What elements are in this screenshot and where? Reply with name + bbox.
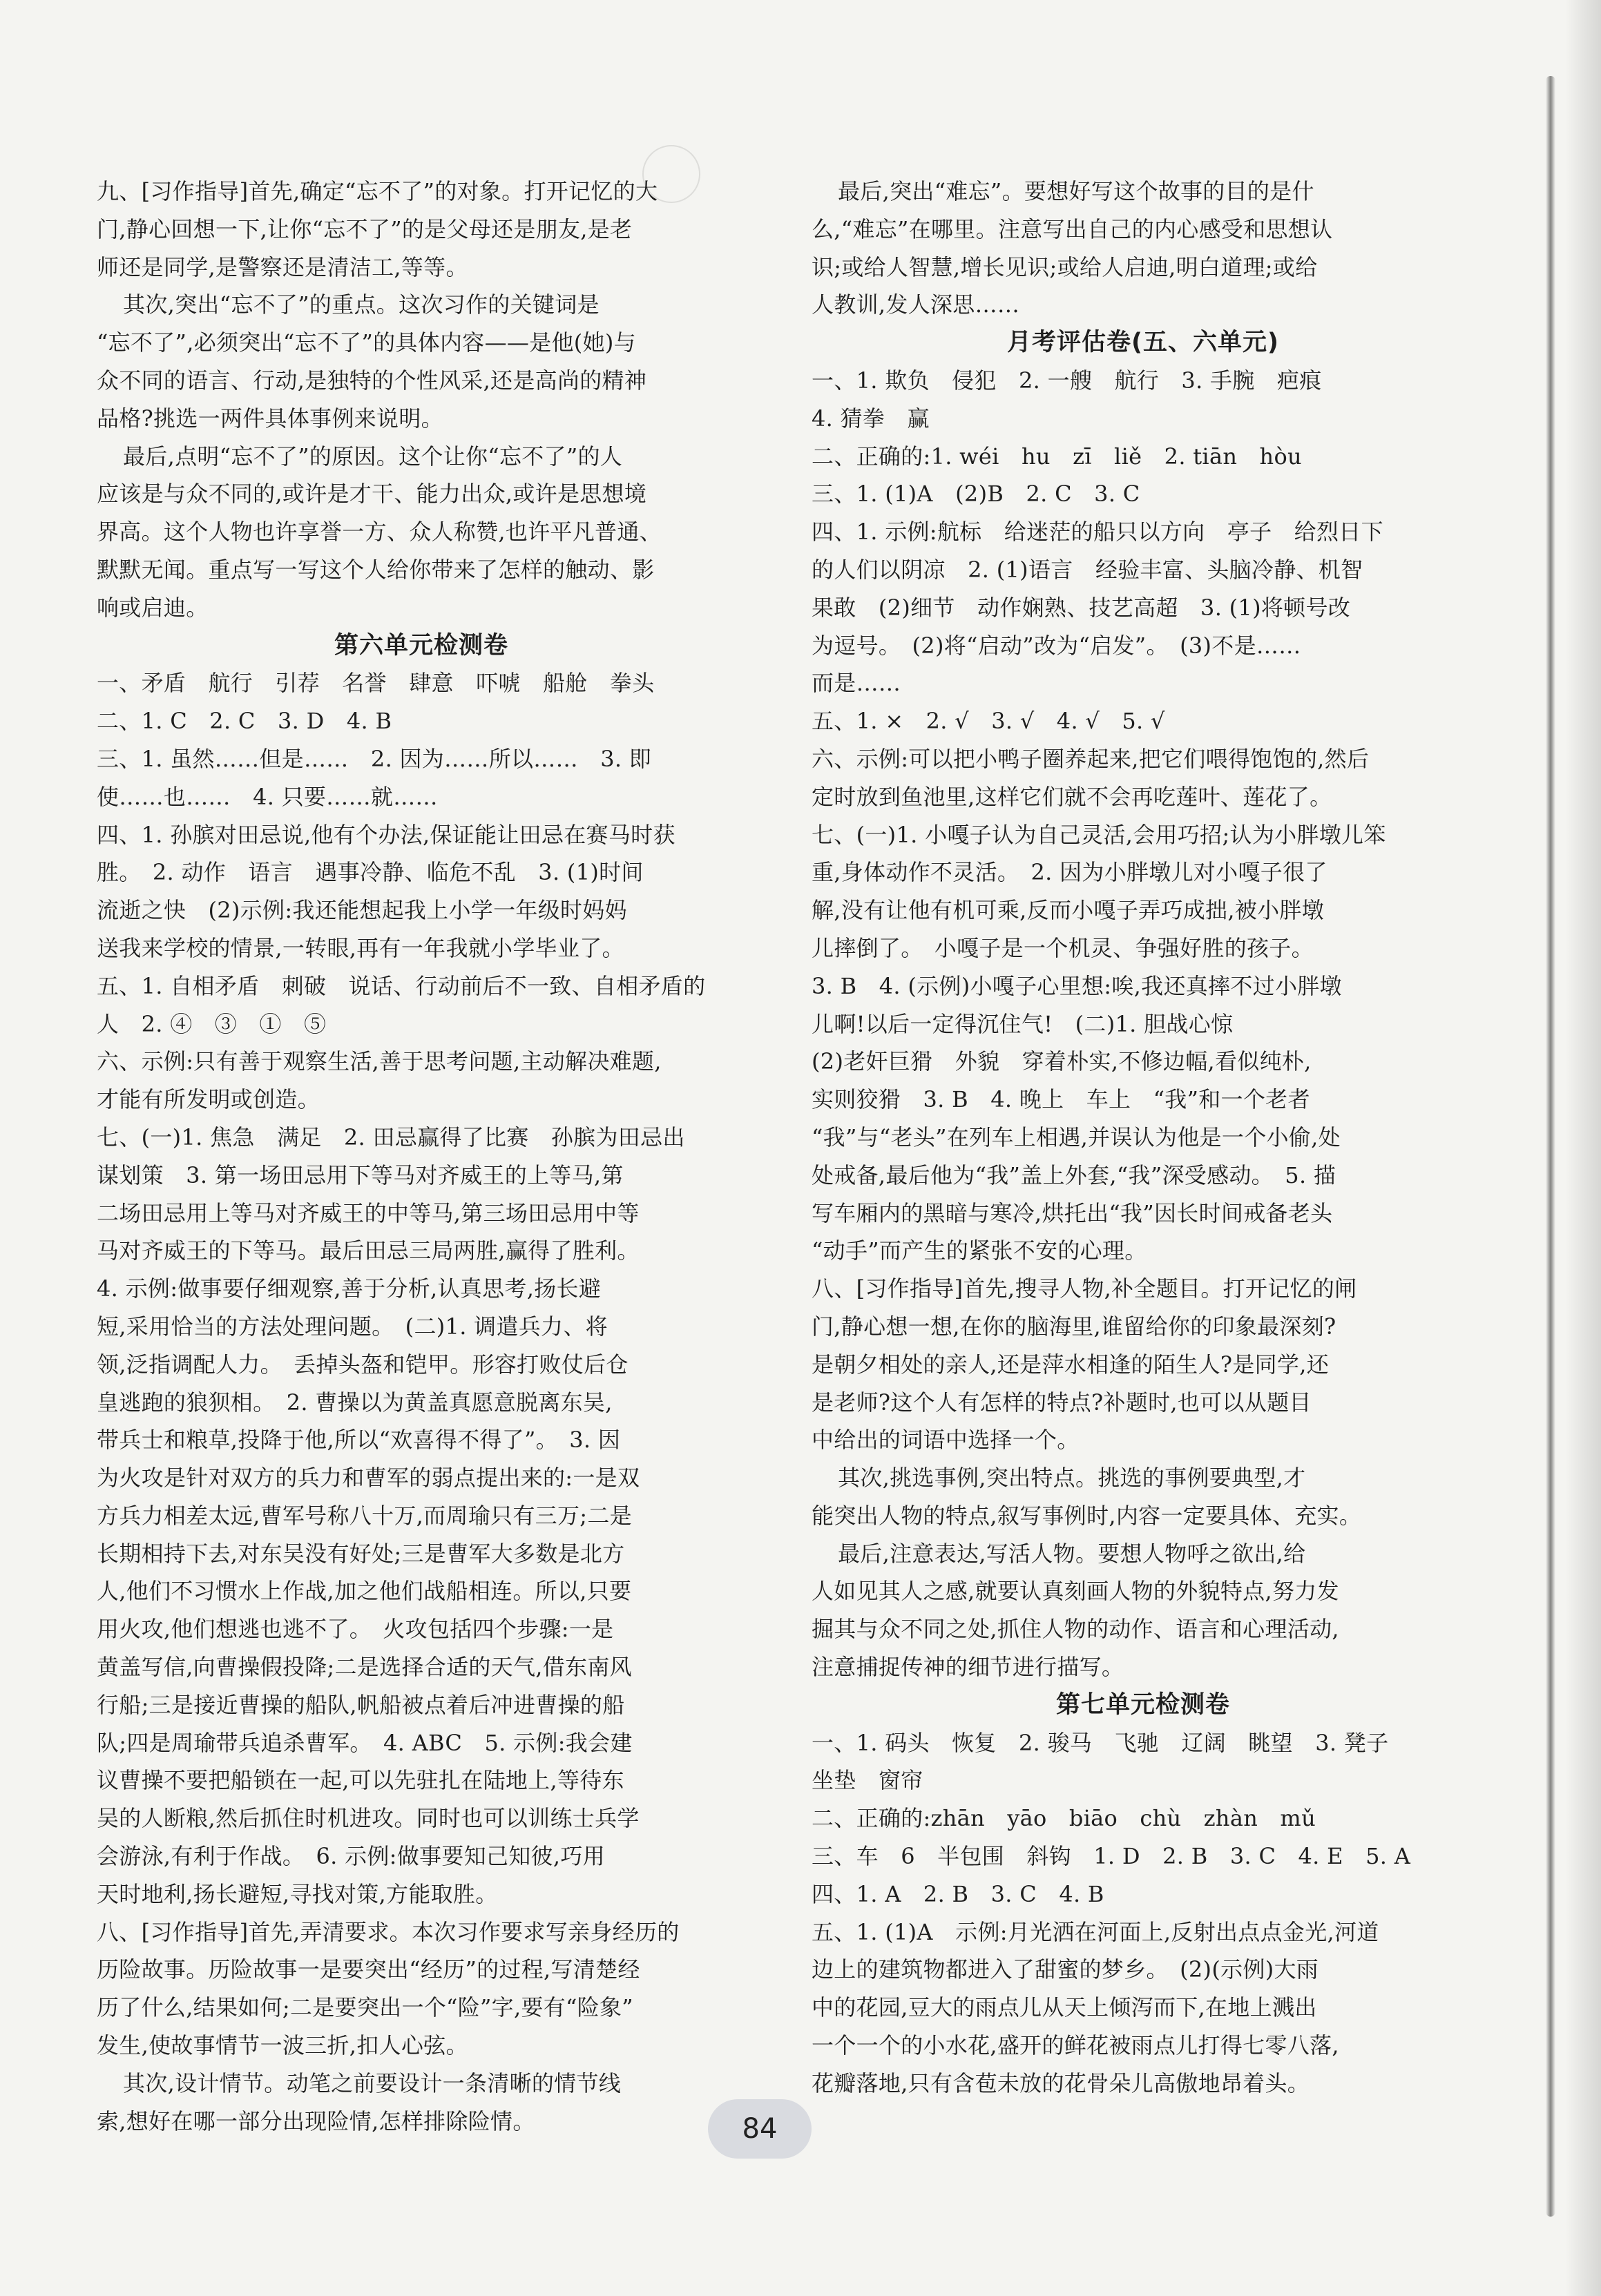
text-line: 二、正确的:zhān yāo biāo chù zhàn mǔ [812, 1805, 1316, 1832]
text-line: 六、示例:可以把小鸭子圈养起来,把它们喂得饱饱的,然后 [812, 745, 1370, 772]
text-line: 吴的人断粮,然后抓住时机进攻。同时也可以训练士兵学 [97, 1805, 640, 1832]
text-line: 3. B 4. (示例)小嘎子心里想:唉,我还真摔不过小胖墩 [812, 972, 1342, 999]
text-line: 四、1. A 2. B 3. C 4. B [812, 1880, 1104, 1907]
text-line: 马对齐威王的下等马。最后田忌三局两胜,赢得了胜利。 [97, 1237, 640, 1264]
text-line: 用火攻,他们想逃也逃不了。 火攻包括四个步骤:一是 [97, 1616, 614, 1643]
text-line: 能突出人物的特点,叙写事例时,内容一定要具体、充实。 [812, 1502, 1362, 1529]
text-line: 二场田忌用上等马对齐威王的中等马,第三场田忌用中等 [97, 1199, 640, 1226]
text-line: 最后,注意表达,写活人物。要想人物呼之欲出,给 [838, 1540, 1306, 1567]
text-line: 写车厢内的黑暗与寒冷,烘托出“我”因长时间戒备老头 [812, 1199, 1333, 1226]
text-line: 人教训,发人深思…… [812, 291, 1020, 318]
text-line: 七、(一)1. 小嘎子认为自己灵活,会用巧招;认为小胖墩儿笨 [812, 821, 1386, 848]
text-line: 边上的建筑物都进入了甜蜜的梦乡。 (2)(示例)大雨 [812, 1956, 1319, 1983]
text-line: 中给出的词语中选择一个。 [812, 1427, 1080, 1454]
text-line: 长期相持下去,对东吴没有好处;三是曹军大多数是北方 [97, 1540, 625, 1567]
text-line: 行船;三是接近曹操的船队,帆船被点着后冲进曹操的船 [97, 1691, 625, 1718]
text-line: 一、矛盾 航行 引荐 名誉 肆意 吓唬 船舱 拳头 [97, 670, 655, 697]
text-line: 坐垫 窗帘 [812, 1767, 923, 1794]
text-line: 历了什么,结果如何;二是要突出一个“险”字,要有“险象” [97, 1994, 633, 2021]
text-line: 其次,突出“忘不了”的重点。这次习作的关键词是 [123, 291, 600, 318]
text-line: 众不同的语言、行动,是独特的个性风采,还是高尚的精神 [97, 367, 647, 394]
text-line: 七、(一)1. 焦急 满足 2. 田忌赢得了比赛 孙膑为田忌出 [97, 1123, 685, 1150]
right-column [812, 173, 1475, 2103]
text-line: 使……也…… 4. 只要……就…… [97, 783, 438, 810]
text-line: 二、1. C 2. C 3. D 4. B [97, 708, 392, 735]
text-line: 历险故事。历险故事一是要突出“经历”的过程,写清楚经 [97, 1956, 640, 1983]
page-binding-shadow [1546, 76, 1555, 2217]
text-line: 送我来学校的情景,一转眼,再有一年我就小学毕业了。 [97, 934, 624, 961]
text-line: 人 2. ④ ③ ① ⑤ [97, 1010, 327, 1037]
text-line: 门,静心想一想,在你的脑海里,谁留给你的印象最深刻? [812, 1313, 1336, 1340]
text-line: “忘不了”,必须突出“忘不了”的具体内容——是他(她)与 [97, 329, 636, 356]
text-line: 会游泳,有利于作战。 6. 示例:做事要知己知彼,巧用 [97, 1843, 605, 1870]
text-line: 三、1. (1)A (2)B 2. C 3. C [812, 481, 1140, 508]
text-line: 最后,突出“难忘”。要想好写这个故事的目的是什 [838, 178, 1314, 204]
text-line: 一个一个的小水花,盛开的鲜花被雨点儿打得七零八落, [812, 2032, 1339, 2059]
text-line: 儿摔倒了。 小嘎子是一个机灵、争强好胜的孩子。 [812, 934, 1314, 961]
text-line: 儿啊!以后一定得沉住气! (二)1. 胆战心惊 [812, 1010, 1234, 1037]
text-line: 人,他们不习惯水上作战,加之他们战船相连。所以,只要 [97, 1578, 632, 1605]
text-line: 4. 猜拳 赢 [812, 405, 930, 432]
text-line: 是朝夕相处的亲人,还是萍水相逢的陌生人?是同学,还 [812, 1351, 1330, 1378]
text-line: 处戒备,最后他为“我”盖上外套,“我”深受感动。 5. 描 [812, 1161, 1336, 1188]
text-line: 一、1. 欺负 侵犯 2. 一艘 航行 3. 手腕 疤痕 [812, 367, 1322, 394]
text-line: 的人们以阴凉 2. (1)语言 经验丰富、头脑冷静、机智 [812, 556, 1363, 583]
text-line: (2)老奸巨猾 外貌 穿着朴实,不修边幅,看似纯朴, [812, 1048, 1312, 1075]
page-binding-edge [1565, 0, 1601, 2296]
text-line: 议曹操不要把船锁在一起,可以先驻扎在陆地上,等待东 [97, 1767, 624, 1794]
text-line: 为火攻是针对双方的兵力和曹军的弱点提出来的:一是双 [97, 1465, 640, 1492]
text-line: 解,没有让他有机可乘,反而小嘎子弄巧成拙,被小胖墩 [812, 897, 1325, 924]
text-line: 掘其与众不同之处,抓住人物的动作、语言和心理活动, [812, 1616, 1339, 1643]
text-line: 定时放到鱼池里,这样它们就不会再吃莲叶、莲花了。 [812, 783, 1332, 810]
text-line: 品格?挑选一两件具体事例来说明。 [97, 405, 443, 432]
text-line: 响或启迪。 [97, 594, 209, 621]
text-line: 应该是与众不同的,或许是才干、能力出众,或许是思想境 [97, 481, 647, 508]
text-line: 注意捕捉传神的细节进行描写。 [812, 1654, 1124, 1681]
text-line: 三、1. 虽然……但是…… 2. 因为……所以…… 3. 即 [97, 745, 652, 772]
text-line: 领,泛指调配人力。 丢掉头盔和铠甲。形容打败仗后仓 [97, 1351, 629, 1378]
text-line: 四、1. 示例:航标 给迷茫的船只以方向 亭子 给烈日下 [812, 519, 1383, 546]
text-line: 识;或给人智慧,增长见识;或给人启迪,明白道理;或给 [812, 253, 1318, 280]
text-line: 一、1. 码头 恢复 2. 骏马 飞驰 辽阔 眺望 3. 凳子 [812, 1729, 1389, 1756]
text-line: 为逗号。 (2)将“启动”改为“启发”。 (3)不是…… [812, 632, 1301, 659]
text-line: 方兵力相差太远,曹军号称八十万,而周瑜只有三万;二是 [97, 1502, 632, 1529]
text-line: 么,“难忘”在哪里。注意写出自己的内心感受和思想认 [812, 215, 1333, 242]
text-line: 默默无闻。重点写一写这个人给你带来了怎样的触动、影 [97, 556, 655, 583]
text-line: 谋划策 3. 第一场田忌用下等马对齐威王的上等马,第 [97, 1161, 624, 1188]
text-line: 二、正确的:1. wéi hu zī liě 2. tiān hòu [812, 443, 1302, 470]
text-line: 其次,挑选事例,突出特点。挑选的事例要典型,才 [838, 1465, 1306, 1492]
text-line: 黄盖写信,向曹操假投降;二是选择合适的天气,借东南风 [97, 1654, 632, 1681]
text-line: 索,想好在哪一部分出现险情,怎样排除险情。 [97, 2107, 535, 2134]
text-line: 短,采用恰当的方法处理问题。 (二)1. 调遣兵力、将 [97, 1313, 608, 1340]
page-number-badge [708, 2099, 812, 2159]
section-heading: 第七单元检测卷 [1055, 1690, 1230, 1719]
text-line: 发生,使故事情节一波三折,扣人心弦。 [97, 2032, 468, 2059]
text-line: 皇逃跑的狼狈相。 2. 曹操以为黄盖真愿意脱离东吴, [97, 1389, 613, 1416]
text-line: 是老师?这个人有怎样的特点?补题时,也可以从题目 [812, 1389, 1312, 1416]
text-line: 九、[习作指导]首先,确定“忘不了”的对象。打开记忆的大 [97, 178, 658, 204]
text-line: 中的花园,豆大的雨点儿从天上倾泻而下,在地上溅出 [812, 1994, 1317, 2021]
text-line: 人如见其人之感,就要认真刻画人物的外貌特点,努力发 [812, 1578, 1339, 1605]
section-heading: 第六单元检测卷 [334, 631, 508, 659]
text-line: 重,身体动作不灵活。 2. 因为小胖墩儿对小嘎子很了 [812, 859, 1327, 886]
text-line: “我”与“老头”在列车上相遇,并误认为他是一个小偷,处 [812, 1123, 1341, 1150]
text-line: 门,静心回想一下,让你“忘不了”的是父母还是朋友,是老 [97, 215, 633, 242]
text-line: 实则狡猾 3. B 4. 晚上 车上 “我”和一个老者 [812, 1086, 1310, 1113]
text-line: 六、示例:只有善于观察生活,善于思考问题,主动解决难题, [97, 1048, 662, 1075]
text-line: 最后,点明“忘不了”的原因。这个让你“忘不了”的人 [123, 443, 623, 470]
text-line: 八、[习作指导]首先,弄清要求。本次习作要求写亲身经历的 [97, 1918, 680, 1945]
text-line: 而是…… [812, 670, 901, 697]
text-line: “动手”而产生的紧张不安的心理。 [812, 1237, 1147, 1264]
text-line: 师还是同学,是警察还是清洁工,等等。 [97, 253, 468, 280]
page-number: 84 [742, 2113, 778, 2145]
text-line: 流逝之快 (2)示例:我还能想起我上小学一年级时妈妈 [97, 897, 627, 924]
text-line: 队;四是周瑜带兵追杀曹军。 4. ABC 5. 示例:我会建 [97, 1729, 633, 1756]
text-line: 胜。 2. 动作 语言 遇事冷静、临危不乱 3. (1)时间 [97, 859, 644, 886]
text-line: 天时地利,扬长避短,寻找对策,方能取胜。 [97, 1880, 498, 1907]
text-line: 果敢 (2)细节 动作娴熟、技艺高超 3. (1)将顿号改 [812, 594, 1351, 621]
text-line: 八、[习作指导]首先,搜寻人物,补全题目。打开记忆的闸 [812, 1275, 1357, 1302]
text-line: 三、车 6 半包围 斜钩 1. D 2. B 3. C 4. E 5. A [812, 1843, 1411, 1870]
text-line: 带兵士和粮草,投降于他,所以“欢喜得不得了”。 3. 因 [97, 1427, 621, 1454]
left-column [97, 173, 746, 2140]
text-line: 界高。这个人物也许享誉一方、众人称赞,也许平凡普通、 [97, 519, 662, 546]
section-heading: 月考评估卷(五、六单元) [1007, 329, 1279, 357]
text-line: 五、1. (1)A 示例:月光洒在河面上,反射出点点金光,河道 [812, 1918, 1379, 1945]
text-line: 四、1. 孙膑对田忌说,他有个办法,保证能让田忌在赛马时获 [97, 821, 675, 848]
text-line: 才能有所发明或创造。 [97, 1086, 320, 1113]
text-line: 其次,设计情节。动笔之前要设计一条清晰的情节线 [123, 2070, 622, 2096]
text-line: 4. 示例:做事要仔细观察,善于分析,认真思考,扬长避 [97, 1275, 602, 1302]
text-line: 五、1. 自相矛盾 刺破 说话、行动前后不一致、自相矛盾的 [97, 972, 706, 999]
text-line: 花瓣落地,只有含苞未放的花骨朵儿高傲地昂着头。 [812, 2070, 1310, 2096]
text-line: 五、1. × 2. √ 3. √ 4. √ 5. √ [812, 708, 1165, 735]
